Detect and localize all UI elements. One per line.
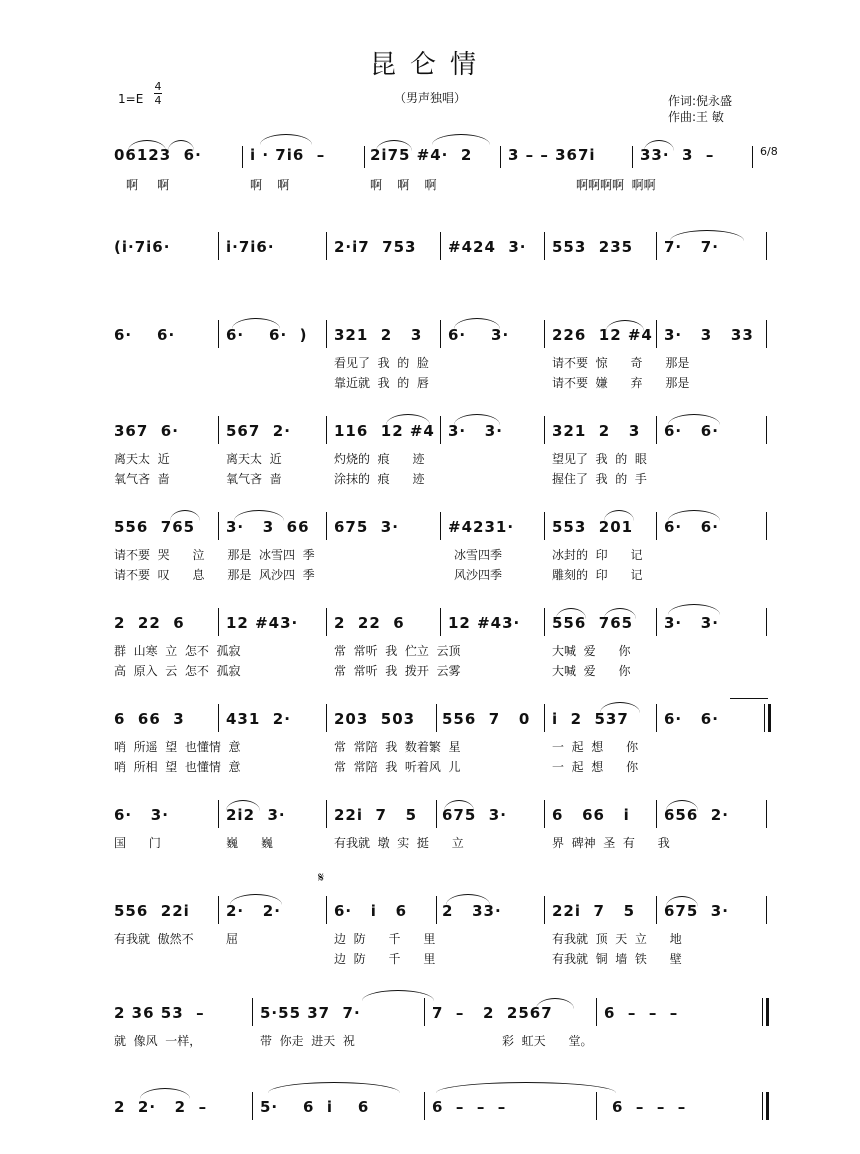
measure-4: #4231· — [448, 518, 515, 536]
slur — [376, 140, 412, 151]
time-signature — [153, 80, 163, 107]
measure-5: 553 235 — [552, 238, 634, 256]
barline — [656, 416, 657, 444]
lyric: 有我就 墩 实 挺 立 — [334, 836, 464, 850]
lyric: 请不要 哭 泣 那是 冰雪四 季 — [114, 548, 315, 562]
slur — [604, 510, 634, 521]
measure-4: 2 33· — [442, 902, 502, 920]
lyric: 握住了 我 的 手 — [552, 472, 647, 486]
barline — [656, 608, 657, 636]
measure-5: 556 765 — [552, 614, 634, 632]
repeat-end-barline-thick — [766, 998, 769, 1026]
slur — [454, 414, 500, 425]
measure-3: 321 2 3 — [334, 326, 423, 344]
barline — [252, 1092, 253, 1120]
slur — [170, 510, 200, 521]
measure-3: 7 – 2 2567 — [432, 1004, 553, 1022]
lyric: 啊啊啊啊 啊啊 — [576, 178, 656, 192]
slur — [666, 800, 698, 811]
measure-6: 675 3· — [664, 902, 729, 920]
barline — [440, 512, 441, 540]
measure-3: 116 12 #4 — [334, 422, 435, 440]
lyric: 一 起 想 你 — [552, 740, 639, 754]
measure-4: 675 3· — [442, 806, 507, 824]
barline — [752, 146, 753, 168]
measure-2: 2i2 3· — [226, 806, 286, 824]
slur — [666, 896, 698, 907]
barline — [326, 320, 327, 348]
lyric: 群 山寒 立 怎不 孤寂 — [114, 644, 241, 658]
measure-2: 3· 3 66 — [226, 518, 310, 536]
measure-5: 553 201 — [552, 518, 634, 536]
measure-1: 6· 6· — [114, 326, 176, 344]
lyric: 大喊 爱 你 — [552, 664, 631, 678]
barline — [218, 896, 219, 924]
measure-1: 2 36 53 – — [114, 1004, 205, 1022]
measure-6: 7· 7· — [664, 238, 719, 256]
system-8 — [0, 806, 860, 856]
measure-2: 2· 2· — [226, 902, 281, 920]
lyric: 离天太 近 — [226, 452, 282, 466]
measure-1: 6· 3· — [114, 806, 169, 824]
barline — [436, 800, 437, 828]
measure-3: 2 22 6 — [334, 614, 405, 632]
slur — [234, 510, 284, 521]
slur — [436, 1082, 616, 1093]
lyric: 啊 啊 — [126, 178, 170, 192]
system-1 — [0, 146, 860, 196]
measure-5: 33· 3 – — [640, 146, 715, 164]
lyric: 冰雪四季 — [454, 548, 503, 562]
barline — [544, 800, 545, 828]
measure-2: i · 7i6 – — [250, 146, 326, 164]
measure-4: 3 – – 367i — [508, 146, 596, 164]
measure-4: 556 7 0 — [442, 710, 531, 728]
slur — [668, 510, 720, 521]
lyric: 高 原入 云 怎不 孤寂 — [114, 664, 241, 678]
slur — [140, 1088, 190, 1099]
lyric: 有我就 傲然不 — [114, 932, 194, 946]
song-title: 昆仑情 — [369, 50, 490, 80]
measure-3: 2i75 #4· 2 — [370, 146, 473, 164]
slur — [386, 414, 430, 425]
barline — [656, 512, 657, 540]
barline — [596, 1092, 597, 1120]
slur — [536, 998, 574, 1009]
barline — [656, 320, 657, 348]
barline — [766, 800, 767, 828]
measure-4: 12 #43· — [448, 614, 521, 632]
system-11 — [0, 1098, 860, 1128]
lyric: 涂抹的 痕 迹 — [334, 472, 425, 486]
barline — [424, 998, 425, 1026]
measure-3: 675 3· — [334, 518, 399, 536]
barline — [766, 896, 767, 924]
lyric: 氧气吝 啬 — [226, 472, 282, 486]
measure-6: 3· 3 33 — [664, 326, 754, 344]
lyric: 界 碑神 圣 有 我 — [552, 836, 670, 850]
measure-6: 6· 6· — [664, 422, 719, 440]
measure-4: 6· 3· — [448, 326, 510, 344]
lyric: 常 常听 我 伫立 云顶 — [334, 644, 461, 658]
barline — [440, 608, 441, 636]
slur — [670, 230, 744, 241]
measure-5: 6 66 i — [552, 806, 630, 824]
measure-2: 431 2· — [226, 710, 291, 728]
lyric: 啊 啊 — [250, 178, 290, 192]
barline — [766, 608, 767, 636]
measure-3: 6· i 6 — [334, 902, 408, 920]
barline — [242, 146, 243, 168]
barline — [218, 800, 219, 828]
measure-4: 6 – – – — [604, 1004, 679, 1022]
barline — [252, 998, 253, 1026]
system-7 — [0, 710, 860, 774]
lyric: 雕刻的 印 记 — [552, 568, 643, 582]
lyric: 一 起 想 你 — [552, 760, 639, 774]
barline — [766, 232, 767, 260]
lyric: 常 常陪 我 听着风 儿 — [334, 760, 461, 774]
barline — [440, 320, 441, 348]
system-5 — [0, 518, 860, 582]
measure-2: 12 #43· — [226, 614, 299, 632]
time-signature-top: 4 — [154, 80, 162, 93]
measure-1: 556 765 — [114, 518, 196, 536]
slur — [268, 1082, 400, 1093]
measure-6: 6· 6· — [664, 518, 719, 536]
slur — [230, 894, 282, 905]
barline — [766, 416, 767, 444]
lyric: 彩 虹天 堂。 — [502, 1034, 593, 1048]
lyric: 哨 所相 望 也懂情 意 — [114, 760, 241, 774]
slur — [260, 134, 312, 145]
lyric: 风沙四季 — [454, 568, 503, 582]
slur — [168, 140, 194, 151]
lyric: 请不要 叹 息 那是 风沙四 季 — [114, 568, 315, 582]
slur — [454, 318, 500, 329]
slur — [444, 800, 474, 811]
composer-credit: 作曲:王 敏 — [668, 110, 724, 124]
key-signature: 1=E — [118, 92, 144, 106]
barline — [544, 704, 545, 732]
barline — [364, 146, 365, 168]
slur — [606, 320, 644, 331]
lyric: 离天太 近 — [114, 452, 170, 466]
lyric: 国 门 — [114, 836, 161, 850]
barline — [544, 512, 545, 540]
barline — [326, 896, 327, 924]
slur — [432, 134, 490, 145]
barline — [766, 320, 767, 348]
barline — [218, 512, 219, 540]
measure-3: 2·i7 753 — [334, 238, 417, 256]
measure-5: 226 12 #4 — [552, 326, 653, 344]
lyric: 请不要 惊 奇 那是 — [552, 356, 690, 370]
barline — [218, 608, 219, 636]
barline — [656, 704, 657, 732]
repeat-end-barline-thick — [768, 704, 771, 732]
measure-1: 556 22i — [114, 902, 190, 920]
lyric: 靠近就 我 的 唇 — [334, 376, 429, 390]
barline — [424, 1092, 425, 1120]
measure-4: 6 – – – — [612, 1098, 687, 1116]
barline — [500, 146, 501, 168]
lyric: 哨 所遥 望 也懂情 意 — [114, 740, 241, 754]
barline — [596, 998, 597, 1026]
final-barline — [762, 1092, 763, 1120]
lyric: 就 像风 一样， — [114, 1034, 202, 1048]
barline — [326, 704, 327, 732]
slur — [232, 318, 280, 329]
measure-6: 6· 6· — [664, 710, 719, 728]
barline — [656, 232, 657, 260]
slur — [668, 604, 720, 615]
barline — [326, 416, 327, 444]
measure-2: 567 2· — [226, 422, 291, 440]
slur — [128, 140, 166, 151]
measure-4: #424 3· — [448, 238, 527, 256]
measure-6: 3· 3· — [664, 614, 719, 632]
measure-3: 22i 7 5 — [334, 806, 418, 824]
slur — [362, 990, 434, 1001]
song-subtitle: （男声独唱） — [393, 91, 466, 105]
slur — [604, 608, 636, 619]
barline — [436, 896, 437, 924]
slur — [644, 140, 674, 151]
barline — [656, 896, 657, 924]
final-barline-thick — [766, 1092, 769, 1120]
measure-1: 6 66 3 — [114, 710, 185, 728]
barline — [544, 608, 545, 636]
system-4 — [0, 422, 860, 486]
volta-bracket — [730, 698, 768, 699]
lyric: 边 防 千 里 — [334, 952, 436, 966]
system-3 — [0, 326, 860, 390]
measure-5: 22i 7 5 — [552, 902, 636, 920]
lyric: 屈 — [226, 932, 239, 946]
lyric: 氧气吝 啬 — [114, 472, 170, 486]
lyric: 请不要 嫌 弃 那是 — [552, 376, 690, 390]
lyricist-credit: 作词:倪永盛 — [668, 94, 733, 108]
barline — [632, 146, 633, 168]
barline — [436, 704, 437, 732]
slur — [600, 702, 640, 713]
measure-3: 203 503 — [334, 710, 416, 728]
lyric: 啊 啊 啊 — [370, 178, 437, 192]
measure-2: 5·55 37 7· — [260, 1004, 361, 1022]
measure-3: 6 – – – — [432, 1098, 507, 1116]
repeat-end-barline — [762, 998, 763, 1026]
lyric: 大喊 爱 你 — [552, 644, 631, 658]
system-2 — [0, 238, 860, 268]
barline — [326, 512, 327, 540]
measure-4: 3· 3· — [448, 422, 503, 440]
barline — [656, 800, 657, 828]
slur — [226, 800, 260, 811]
slur — [446, 894, 490, 905]
measure-2: 5· 6 i 6 — [260, 1098, 370, 1116]
barline — [440, 416, 441, 444]
barline — [326, 608, 327, 636]
system-9 — [0, 870, 860, 966]
measure-6: 656 2· — [664, 806, 729, 824]
barline — [544, 232, 545, 260]
lyric: 有我就 铜 墙 铁 壁 — [552, 952, 682, 966]
measure-1: 367 6· — [114, 422, 179, 440]
barline — [218, 704, 219, 732]
lyric: 边 防 千 里 — [334, 932, 436, 946]
lyric: 灼烧的 痕 迹 — [334, 452, 425, 466]
measure-2: 6· 6· ) — [226, 326, 308, 344]
lyric: 看见了 我 的 脸 — [334, 356, 429, 370]
lyric: 望见了 我 的 眼 — [552, 452, 647, 466]
barline — [326, 232, 327, 260]
measure-1: 2 22 6 — [114, 614, 185, 632]
barline — [218, 320, 219, 348]
lyric: 常 常听 我 拨开 云雾 — [334, 664, 461, 678]
lyric: 冰封的 印 记 — [552, 548, 643, 562]
time-change-6-8: 6/8 — [760, 145, 778, 158]
barline — [544, 896, 545, 924]
barline — [218, 416, 219, 444]
barline — [544, 320, 545, 348]
time-signature-bottom: 4 — [154, 94, 162, 107]
barline — [544, 416, 545, 444]
segno-sign: 𝄋 — [318, 870, 325, 886]
barline — [218, 232, 219, 260]
measure-1: 2 2· 2 – — [114, 1098, 208, 1116]
lyric: 有我就 顶 天 立 地 — [552, 932, 682, 946]
measure-5: i 2 537 — [552, 710, 629, 728]
measure-2: i·7i6· — [226, 238, 275, 256]
repeat-end-barline — [764, 704, 765, 732]
lyric: 带 你走 进天 祝 — [260, 1034, 355, 1048]
barline — [440, 232, 441, 260]
measure-1: (i·7i6· — [114, 238, 171, 256]
lyric: 巍 巍 — [226, 836, 273, 850]
barline — [326, 800, 327, 828]
measure-1: 06123 6· — [114, 146, 202, 164]
slur — [556, 608, 586, 619]
measure-5: 321 2 3 — [552, 422, 641, 440]
lyric: 常 常陪 我 数着繁 星 — [334, 740, 461, 754]
system-10 — [0, 1004, 860, 1054]
barline — [766, 512, 767, 540]
slur — [668, 414, 720, 425]
system-6 — [0, 614, 860, 678]
